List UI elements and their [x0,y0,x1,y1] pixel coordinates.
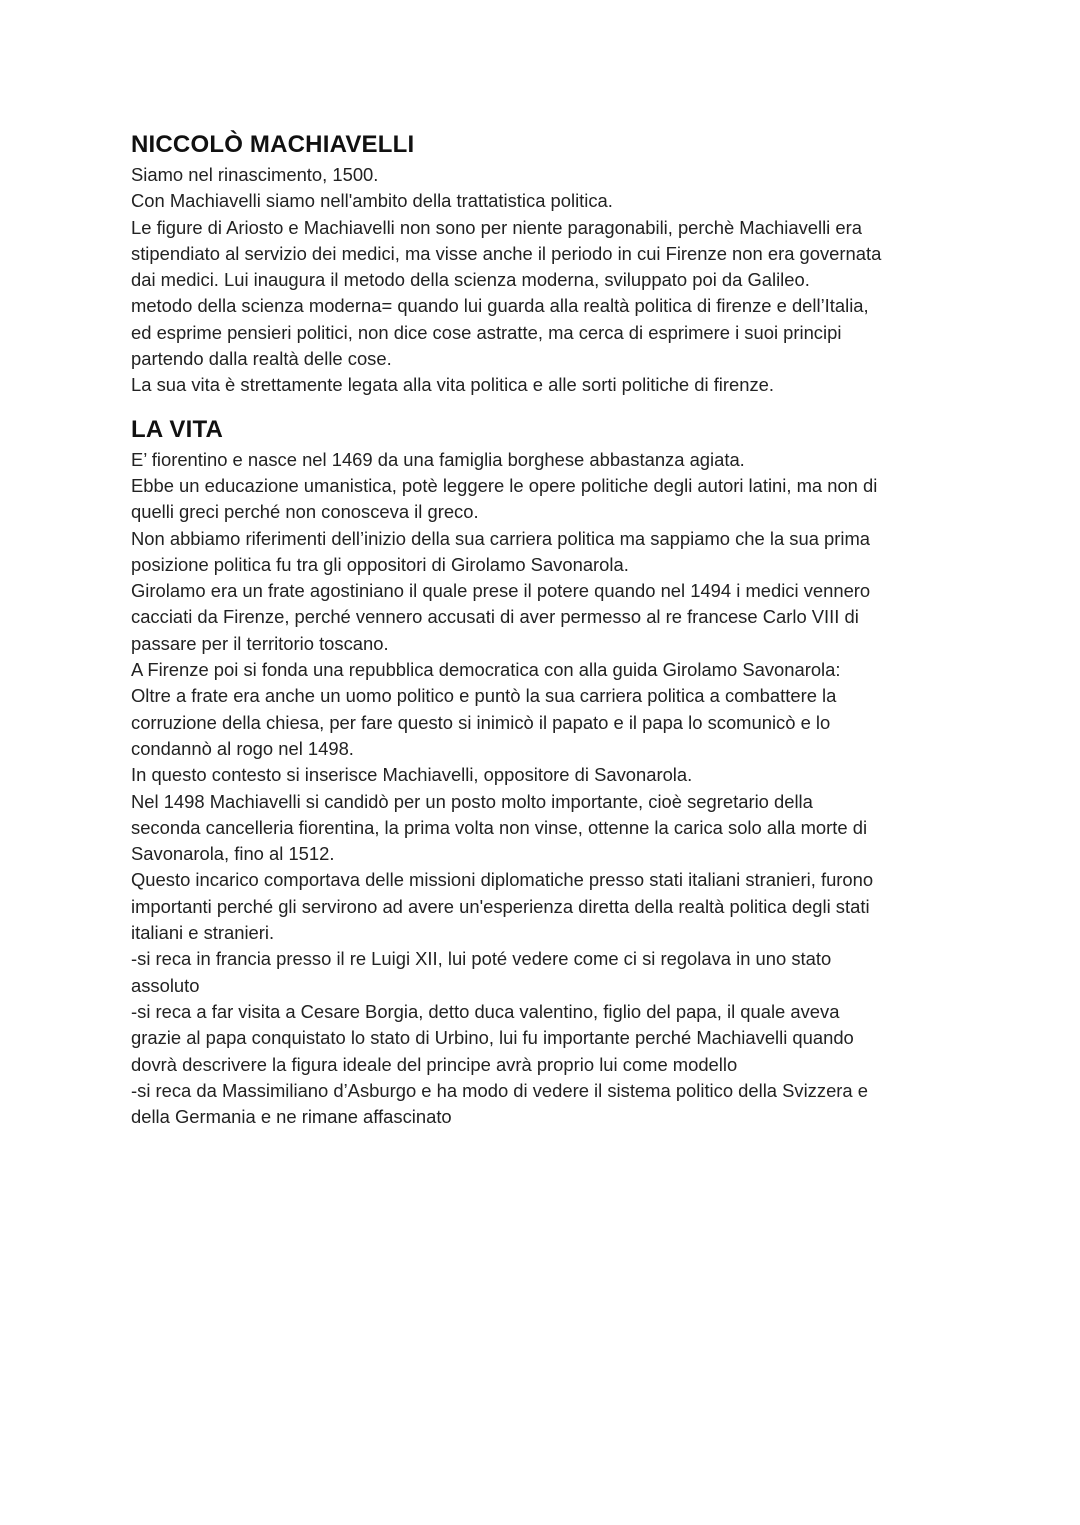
text-line: grazie al papa conquistato lo stato di Urbino, lui fu importante perché Machiavelli quando [131,1027,854,1049]
section-la-vita [131,415,961,1131]
text-line: dovrà descrivere la figura ideale del principe avrà proprio lui come modello [131,1053,738,1075]
text-line: passare per il territorio toscano. [131,632,389,654]
text-line: Questo incarico comportava delle missioni diplomatiche presso stati italiani stranieri, furono [131,869,874,891]
text-line: La sua vita è strettamente legata alla vita politica e alle sorti politiche di firenze. [131,374,774,396]
document-page [131,130,961,1130]
section-body [131,447,961,1131]
text-line: seconda cancelleria fiorentina, la prima volta non vinse, ottenne la carica solo alla morte di [131,816,868,838]
text-line: quelli greci perché non conosceva il greco. [131,501,479,523]
text-line: dai medici. Lui inaugura il metodo della scienza moderna, sviluppato poi da Galileo. [131,269,810,291]
section-title: NICCOLÒ MACHIAVELLI [131,131,415,158]
text-line: Le figure di Ariosto e Machiavelli non sono per niente paragonabili, perchè Machiavelli era [131,216,862,238]
text-line: Nel 1498 Machiavelli si candidò per un posto molto importante, cioè segretario della [131,790,813,812]
section-title: LA VITA [131,415,224,443]
text-line: E’ fiorentino e nasce nel 1469 da una famiglia borghese abbastanza agiata. [131,448,745,470]
text-line: Siamo nel rinascimento, 1500. [131,164,379,185]
text-line: corruzione della chiesa, per fare questo si inimicò il papato e il papa lo scomunicò e lo [131,711,831,733]
text-line: condannò al rogo nel 1498. [131,737,354,759]
text-line: Girolamo era un frate agostiniano il quale prese il potere quando nel 1494 i medici vennero [131,580,871,602]
text-line: Con Machiavelli siamo nell'ambito della trattatistica politica. [131,190,613,212]
text-line: Savonarola, fino al 1512. [131,843,335,865]
text-line: metodo della scienza moderna= quando lui guarda alla realtà politica di firenze e dell’Italia, [131,295,869,317]
text-line: italiani e stranieri. [131,922,275,944]
text-line: Ebbe un educazione umanistica, potè leggere le opere politiche degli autori latini, ma non di [131,474,878,496]
text-line: -si reca in francia presso il re Luigi XII, lui poté vedere come ci si regolava in uno stato [131,948,832,970]
text-line: ed esprime pensieri politici, non dice cose astratte, ma cerca di esprimere i suoi principi [131,321,842,343]
text-line: della Germania e ne rimane affascinato [131,1106,452,1128]
text-line: Non abbiamo riferimenti dell’inizio della sua carriera politica ma sappiamo che la sua prima [131,527,871,549]
text-line: posizione politica fu tra gli oppositori di Girolamo Savonarola. [131,553,629,575]
text-line: cacciati da Firenze, perché vennero accusati di aver permesso al re francese Carlo VIII di [131,606,859,628]
section-body [131,162,961,399]
text-line: -si reca a far visita a Cesare Borgia, detto duca valentino, figlio del papa, il quale aveva [131,1000,840,1022]
text-line: assoluto [131,974,200,996]
section-machiavelli [131,130,961,399]
text-line: A Firenze poi si fonda una repubblica democratica con alla guida Girolamo Savonarola: [131,659,841,681]
text-line: Oltre a frate era anche un uomo politico e puntò la sua carriera politica a combattere la [131,685,837,707]
text-line: -si reca da Massimiliano d’Asburgo e ha modo di vedere il sistema politico della Svizzera e [131,1079,868,1101]
text-line: partendo dalla realtà delle cose. [131,348,392,370]
text-line: In questo contesto si inserisce Machiavelli, oppositore di Savonarola. [131,764,693,786]
text-line: stipendiato al servizio dei medici, ma visse anche il periodo in cui Firenze non era governata [131,242,882,264]
text-line: importanti perché gli servirono ad avere un'esperienza diretta della realtà politica degli stati [131,895,870,917]
